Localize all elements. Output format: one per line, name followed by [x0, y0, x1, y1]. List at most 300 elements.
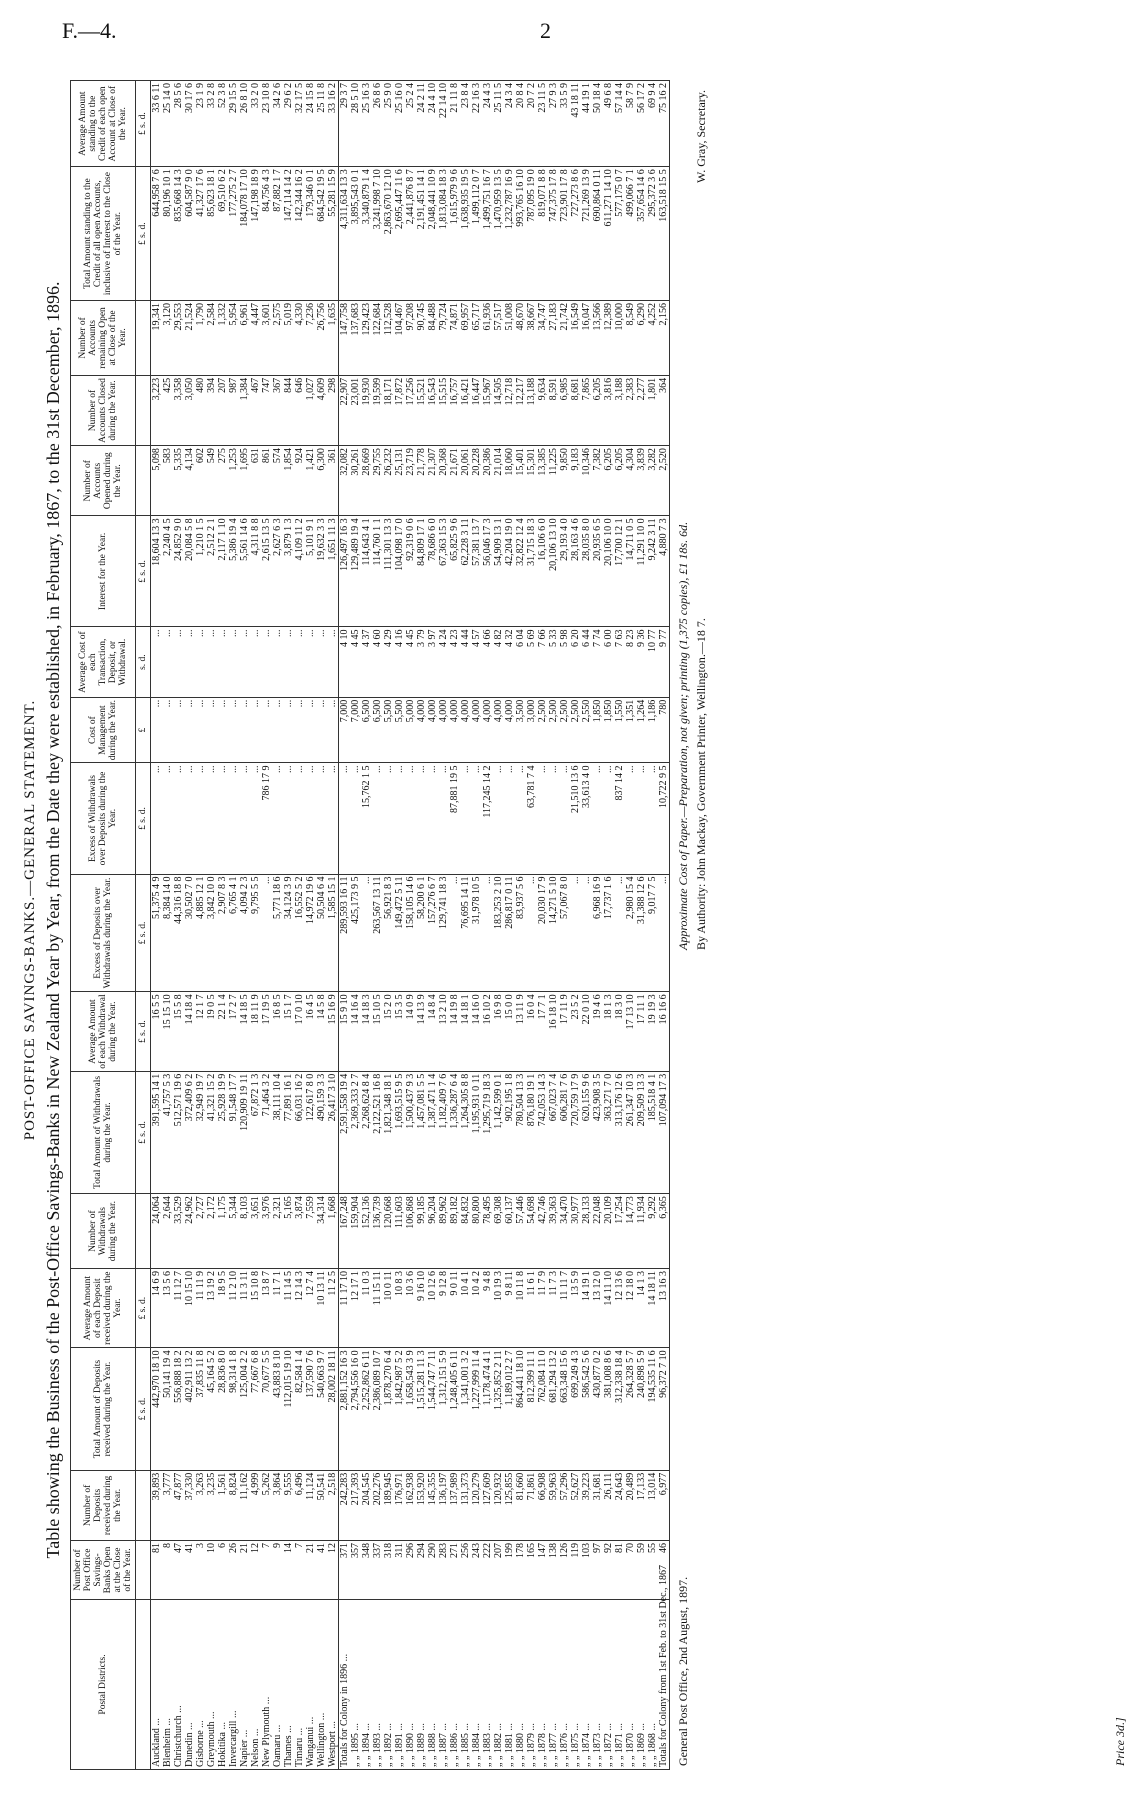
table-cell: 12 7 4 [305, 1269, 316, 1348]
table-cell: 786 17 9 [261, 763, 272, 874]
table-cell: ... [195, 697, 206, 763]
table-cell: 4,252 [647, 301, 658, 376]
table-cell: 16,447 [471, 375, 482, 445]
table-cell: 348 [361, 1541, 372, 1600]
table-cell: 21,524 [184, 301, 195, 376]
table-cell: 136,197 [438, 1470, 449, 1540]
table-cell: 20,061 [460, 446, 471, 516]
table-cell: 3,188 [614, 375, 625, 445]
table-cell: 371 [339, 1541, 351, 1600]
table-cell: 924 [294, 446, 305, 516]
table-cell: 21,307 [427, 446, 438, 516]
table-cell: 67,872 1 3 [250, 1071, 261, 1193]
table-cell: 26,232 [383, 446, 394, 516]
table-cell: 10 3 6 [405, 1269, 416, 1348]
table-cell: 16 16 6 [658, 992, 670, 1071]
table-cell: 1,189,012 2 7 [504, 1348, 515, 1470]
table-cell: 11 7 3 [548, 1269, 559, 1348]
table-cell: 602 [195, 446, 206, 516]
table-cell: 6,961 [239, 301, 250, 376]
table-cell: 2,156 [658, 301, 670, 376]
table-cell: 3,839 [636, 446, 647, 516]
column-header-row [71, 81, 136, 1770]
table-cell: 480 [195, 375, 206, 445]
table-cell: 20,109 [603, 1194, 614, 1269]
table-cell: 114,760 1 1 [372, 516, 383, 627]
table-cell: 844 [283, 375, 294, 445]
table-cell: 162,938 [405, 1470, 416, 1540]
year-row [515, 81, 526, 1770]
table-cell: 21 [239, 1541, 250, 1600]
table-cell: ... [173, 627, 184, 697]
table-cell: 15 16 9 [327, 992, 339, 1071]
table-cell: 1,499,751 16 7 [482, 167, 493, 301]
table-cell: ... [294, 763, 305, 874]
table-cell: 3,223 [151, 375, 163, 445]
table-cell: 3,500 [515, 697, 526, 763]
year-row [339, 81, 351, 1770]
table-cell: ... [614, 874, 625, 992]
table-cell: 1,027 [305, 375, 316, 445]
unit-label [136, 1194, 151, 1269]
units-row [136, 81, 151, 1770]
table-cell: 762,084 11 0 [537, 1348, 548, 1470]
table-cell: 4,000 [460, 697, 471, 763]
table-cell: 56 17 2 [636, 81, 647, 167]
table-cell: 15 0 0 [504, 992, 515, 1071]
year-row [559, 81, 570, 1770]
table-cell: 4,311 8 8 [250, 516, 261, 627]
table-cell: 96,204 [427, 1194, 438, 1269]
year-row [548, 81, 559, 1770]
table-cell: 25 2 4 [405, 81, 416, 167]
table-cell: 7 [294, 1541, 305, 1600]
row-label: „ „ 1876 ... [559, 1599, 570, 1769]
table-cell: 1,638,935 19 5 [460, 167, 471, 301]
table-cell: 55 [647, 1541, 658, 1600]
table-cell: 34,124 3 9 [283, 874, 294, 992]
district-row [316, 81, 327, 1770]
table-cell: 167,248 [339, 1194, 351, 1269]
table-cell: 4 23 [449, 627, 460, 697]
table-cell: 33 16 2 [327, 81, 339, 167]
table-cell: 16 10 2 [482, 992, 493, 1071]
table-cell: 15 10 8 [250, 1269, 261, 1348]
table-cell: 9 8 11 [504, 1269, 515, 1348]
table-cell: 1,651 11 3 [327, 516, 339, 627]
row-label: Oamaru ... [272, 1599, 283, 1769]
table-cell: 20,368 [438, 446, 449, 516]
table-cell: 1,210 1 5 [195, 516, 206, 627]
table-cell: ... [283, 697, 294, 763]
table-cell: 69,308 [493, 1194, 504, 1269]
table-cell: 402,911 13 2 [184, 1348, 195, 1470]
table-cell: 14 18 5 [239, 992, 250, 1071]
table-cell: 286,817 0 11 [504, 874, 515, 992]
table-cell: 864,441 18 10 [515, 1348, 526, 1470]
table-cell: 10 13 11 [316, 1269, 327, 1348]
table-cell: 41 [316, 1541, 327, 1600]
table-cell: 3,864 [272, 1470, 283, 1540]
table-cell: 43,883 8 10 [272, 1348, 283, 1470]
table-cell: 52,627 [570, 1470, 581, 1540]
table-cell: 17,700 12 1 [614, 516, 625, 627]
table-cell: 17 2 7 [228, 992, 239, 1071]
row-label: „ „ 1884 ... [471, 1599, 482, 1769]
table-cell: 14,505 [493, 375, 504, 445]
table-cell: ... [515, 763, 526, 874]
table-cell: 15 15 10 [162, 992, 173, 1071]
unit-label [136, 375, 151, 445]
table-cell: 16,552 5 2 [294, 874, 305, 992]
row-label: „ „ 1894 ... [361, 1599, 372, 1769]
table-cell: 28 5 6 [173, 81, 184, 167]
district-row [327, 81, 339, 1770]
table-cell: 2,627 6 3 [272, 516, 283, 627]
year-row [350, 81, 361, 1770]
table-cell: 21 [305, 1541, 316, 1600]
table-cell: 19,632 3 3 [316, 516, 327, 627]
district-row [184, 81, 195, 1770]
table-cell: 49 6 8 [603, 81, 614, 167]
table-cell: 50,141 19 4 [162, 1348, 173, 1470]
table-cell: 45,164 5 2 [206, 1348, 217, 1470]
table-cell: 77,667 6 8 [250, 1348, 261, 1470]
table-cell: 2,591,558 19 4 [339, 1071, 351, 1193]
table-cell: 837 14 2 [614, 763, 625, 874]
table-cell: 9,795 5 5 [250, 874, 261, 992]
table-cell: 467 [250, 375, 261, 445]
table-cell: 644,958 7 6 [151, 167, 163, 301]
table-cell: ... [350, 763, 361, 874]
table-cell: 4,304 [625, 446, 636, 516]
table-cell: 290 [427, 1541, 438, 1600]
row-label: „ „ 1878 ... [537, 1599, 548, 1769]
table-cell: ... [173, 697, 184, 763]
table-cell: 3,340,879 1 4 [361, 167, 372, 301]
table-cell: 13,566 [592, 301, 603, 376]
table-cell: 2,441,876 8 7 [405, 167, 416, 301]
table-cell: 15 10 5 [372, 992, 383, 1071]
year-row [372, 81, 383, 1770]
table-cell: 1,232,787 16 9 [504, 167, 515, 301]
table-cell: 67,363 15 3 [438, 516, 449, 627]
table-cell: 10 77 [647, 627, 658, 697]
table-cell: 15,401 [515, 446, 526, 516]
table-cell: 4 37 [361, 627, 372, 697]
table-cell: ... [570, 874, 581, 992]
table-cell: 20,228 [471, 446, 482, 516]
table-cell: 43 18 11 [570, 81, 581, 167]
row-label: „ „ 1893 ... [372, 1599, 383, 1769]
year-row [427, 81, 438, 1770]
table-cell: 50 18 4 [592, 81, 603, 167]
column-header: Interest for the Year. [71, 516, 136, 627]
table-cell: 5,386 19 4 [228, 516, 239, 627]
table-cell: 1,457,081 5 5 [416, 1071, 427, 1193]
table-cell: 9 36 [636, 627, 647, 697]
table-cell: 620,155 9 6 [581, 1071, 592, 1193]
table-cell: 1,332 [217, 301, 228, 376]
table-cell: 23 8 4 [460, 81, 471, 167]
table-cell: 311 [394, 1541, 405, 1600]
district-row [261, 81, 272, 1770]
table-cell: 787,095 19 0 [526, 167, 537, 301]
table-cell: 96,372 7 10 [658, 1348, 670, 1470]
table-cell: 21,510 13 6 [570, 763, 581, 874]
table-cell: 1,790 [195, 301, 206, 376]
table-cell: 261,347 10 3 [625, 1071, 636, 1193]
table-cell: 33 2 0 [250, 81, 261, 167]
table-cell: 1,821,348 18 1 [383, 1071, 394, 1193]
footer-row-2 [694, 70, 712, 1770]
table-cell: 5,335 [173, 446, 184, 516]
table-cell: 20,386 [482, 446, 493, 516]
table-cell: 10 11 8 [515, 1269, 526, 1348]
table-cell: 423,908 3 5 [592, 1071, 603, 1193]
table-cell: 243 [471, 1541, 482, 1600]
table-cell: 9 12 8 [438, 1269, 449, 1348]
table-cell: 209,509 13 3 [636, 1071, 647, 1193]
table-cell: 71,464 3 2 [261, 1071, 272, 1193]
year-row [416, 81, 427, 1770]
table-cell: 6 44 [581, 627, 592, 697]
table-cell: 112,015 19 10 [283, 1348, 294, 1470]
table-cell: 1,801 [647, 375, 658, 445]
table-cell: 87,882 1 7 [272, 167, 283, 301]
column-header: Total Amount of Withdrawals during the Year. [71, 1071, 136, 1193]
table-cell: ... [272, 763, 283, 874]
table-cell: 81,660 [515, 1470, 526, 1540]
table-cell: 27 9 3 [548, 81, 559, 167]
table-cell: 4,000 [427, 697, 438, 763]
table-cell: 4 10 [339, 627, 351, 697]
table-cell: ... [537, 763, 548, 874]
table-cell: ... [261, 697, 272, 763]
table-cell: 1,615,979 9 6 [449, 167, 460, 301]
table-cell: 22,907 [339, 375, 351, 445]
table-cell: 16,106 6 0 [537, 516, 548, 627]
table-cell: 3,120 [162, 301, 173, 376]
rotated-statement [20, 70, 1127, 1770]
table-cell: 18,171 [383, 375, 394, 445]
table-cell: 11 2 10 [228, 1269, 239, 1348]
table-cell: 4,609 [316, 375, 327, 445]
table-cell: 3,241,998 7 10 [372, 167, 383, 301]
table-cell: 13,188 [526, 375, 537, 445]
table-cell: 44,316 18 8 [173, 874, 184, 992]
year-row [471, 81, 482, 1770]
table-cell: 13 8 7 [261, 1269, 272, 1348]
table-cell: 39,893 [151, 1470, 163, 1540]
table-cell: ... [261, 874, 272, 992]
table-cell: 41,327 17 6 [195, 167, 206, 301]
row-label: „ „ 1880 ... [515, 1599, 526, 1769]
table-cell: 20,489 [625, 1470, 636, 1540]
row-label: Invercargill ... [228, 1599, 239, 1769]
table-cell: 24 2 11 [416, 81, 427, 167]
table-cell: 33,613 4 0 [581, 763, 592, 874]
table-cell: 10,000 [614, 301, 625, 376]
table-cell: 19,599 [372, 375, 383, 445]
table-cell: 54,698 [526, 1194, 537, 1269]
table-cell: 11 7 1 [272, 1269, 283, 1348]
table-cell: 31,715 18 3 [526, 516, 537, 627]
column-header: Average Amount of each Deposit received during the Year. [71, 1269, 136, 1348]
table-cell: 20 7 2 [526, 81, 537, 167]
table-cell: 47 [173, 1541, 184, 1600]
table-cell: 25 16 3 [361, 81, 372, 167]
table-cell: 2,383 [625, 375, 636, 445]
year-row [405, 81, 416, 1770]
table-cell: 240,898 5 9 [636, 1348, 647, 1470]
table-cell: ... [283, 627, 294, 697]
table-cell: 8,103 [239, 1194, 250, 1269]
table-cell: 2,500 [548, 697, 559, 763]
table-cell: 41,757 5 3 [162, 1071, 173, 1193]
table-cell: 4 45 [405, 627, 416, 697]
table-cell: 425 [162, 375, 173, 445]
row-label: Napier ... [239, 1599, 250, 1769]
table-cell: ... [449, 874, 460, 992]
table-cell: 33 5 9 [559, 81, 570, 167]
table-cell: 25 14 0 [162, 81, 173, 167]
table-cell: ... [195, 627, 206, 697]
table-cell: 10 0 11 [383, 1269, 394, 1348]
table-cell: 13 11 9 [515, 992, 526, 1071]
table-cell: 56,046 17 3 [482, 516, 493, 627]
table-cell: 12 18 0 [625, 1269, 636, 1348]
table-caption: Table showing the Business of the Post-Office Savings-Banks in New Zealand Year by Year, from the Date they were established, in February, 1867, to the 31st December, 1896. [43, 281, 63, 1559]
table-cell: 2,881,152 16 3 [339, 1348, 351, 1470]
table-cell: 21,778 [416, 446, 427, 516]
table-cell: 92,319 0 6 [405, 516, 416, 627]
table-cell: 1,850 [592, 697, 603, 763]
table-cell: 8,591 [548, 375, 559, 445]
row-label: „ „ 1890 ... [405, 1599, 416, 1769]
table-cell: 1,693,515 9 5 [394, 1071, 405, 1193]
table-cell: 12 13 6 [614, 1269, 625, 1348]
table-cell: 5,101 9 1 [305, 516, 316, 627]
table-cell: 70 [625, 1541, 636, 1600]
table-cell: 3,777 [162, 1470, 173, 1540]
statement-heading: POST-OFFICE SAVINGS-BANKS.—GENERAL STATEMENT. [22, 699, 38, 1141]
cost-of-paper: Approximate Cost of Paper.—Preparation, not given; printing (1,375 copies), £1 18s. 6d. [676, 521, 690, 950]
table-cell: 2,117 1 10 [217, 516, 228, 627]
unit-label: £ s. d. [136, 763, 151, 874]
table-cell: 22 16 3 [471, 81, 482, 167]
table-cell: 81 [614, 1541, 625, 1600]
table-cell: 15,762 1 5 [361, 763, 372, 874]
table-cell: 7 63 [614, 627, 625, 697]
table-cell: ... [217, 697, 228, 763]
table-cell: 4 45 [350, 627, 361, 697]
district-row [206, 81, 217, 1770]
table-cell: ... [316, 697, 327, 763]
table-cell: 16,421 [460, 375, 471, 445]
table-cell: 23 10 8 [261, 81, 272, 167]
table-cell: 12,718 [504, 375, 515, 445]
price-note: Price 3d.] [1113, 1717, 1127, 1766]
table-cell: 14 8 4 [427, 992, 438, 1071]
table-cell: 4,000 [416, 697, 427, 763]
table-cell: 12 17 1 [350, 1269, 361, 1348]
table-cell: 18,604 13 3 [151, 516, 163, 627]
table-cell: 2,122,521 16 8 [372, 1071, 383, 1193]
table-cell: 17,737 1 6 [603, 874, 614, 992]
table-cell: 2,980 15 4 [625, 874, 636, 992]
table-cell: ... [592, 763, 603, 874]
table-cell: 69,957 [460, 301, 471, 376]
column-header: Number of Deposits received during the Year. [71, 1470, 136, 1540]
table-cell: 99,185 [416, 1194, 427, 1269]
table-cell: 13 5 6 [162, 1269, 173, 1348]
year-row [581, 81, 592, 1770]
table-cell: 14 16 4 [350, 992, 361, 1071]
table-cell: 1,854 [283, 446, 294, 516]
table-cell: 37,835 11 8 [195, 1348, 206, 1470]
table-cell: 14 18 1 [460, 992, 471, 1071]
table-cell: 10 4 2 [471, 1269, 482, 1348]
table-cell: 19,341 [151, 301, 163, 376]
table-cell: 20,935 6 5 [592, 516, 603, 627]
table-cell: 42,204 19 0 [504, 516, 515, 627]
table-cell: 9 77 [658, 627, 670, 697]
table-body [151, 81, 670, 1770]
table-cell: 5,771 18 6 [272, 874, 283, 992]
table-cell: 4,000 [482, 697, 493, 763]
column-header: Average Cost of each Transaction, Deposit, or Withdrawal. [71, 627, 136, 697]
table-cell: 117,245 14 2 [482, 763, 493, 874]
table-cell: 876,180 19 1 [526, 1071, 537, 1193]
table-cell: 24,852 9 0 [173, 516, 184, 627]
table-cell: 2,518 [327, 1470, 339, 1540]
table-cell: 1,878,270 6 4 [383, 1348, 394, 1470]
table-cell: 1,175 [217, 1194, 228, 1269]
row-label: „ „ 1870 ... [625, 1599, 636, 1769]
table-cell: 1,585 15 1 [327, 874, 339, 992]
table-cell: 112,528 [383, 301, 394, 376]
table-cell: 24 4 10 [427, 81, 438, 167]
table-cell: 14 18 11 [647, 1269, 658, 1348]
row-label: „ „ 1887 ... [438, 1599, 449, 1769]
table-cell: 556,888 18 2 [173, 1348, 184, 1470]
table-cell: 2,512 2 1 [206, 516, 217, 627]
table-cell: 14 5 8 [316, 992, 327, 1071]
table-cell: 104,467 [394, 301, 405, 376]
column-header: Average Amount standing to the Credit of each open Account at Close of the Year. [71, 81, 136, 167]
table-cell: 30,261 [350, 446, 361, 516]
table-cell: 84,809 17 1 [416, 516, 427, 627]
table-cell: 6,496 [294, 1470, 305, 1540]
table-cell: ... [239, 697, 250, 763]
table-cell: 3,000 [526, 697, 537, 763]
table-cell: 16 8 5 [272, 992, 283, 1071]
row-label: „ „ 1895 ... [350, 1599, 361, 1769]
table-cell: 6 04 [515, 627, 526, 697]
table-cell: 425,173 9 5 [350, 874, 361, 992]
table-cell: 24,643 [614, 1470, 625, 1540]
table-cell: 31,681 [592, 1470, 603, 1540]
table-cell: ... [482, 874, 493, 992]
table-cell: 372,409 6 2 [184, 1071, 195, 1193]
table-cell: 28,836 8 0 [217, 1348, 228, 1470]
table-cell: 747,375 17 8 [548, 167, 559, 301]
table-cell: ... [625, 763, 636, 874]
table-cell: 442,970 18 10 [151, 1348, 163, 1470]
table-cell: 30 17 6 [184, 81, 195, 167]
row-label: Thames ... [283, 1599, 294, 1769]
